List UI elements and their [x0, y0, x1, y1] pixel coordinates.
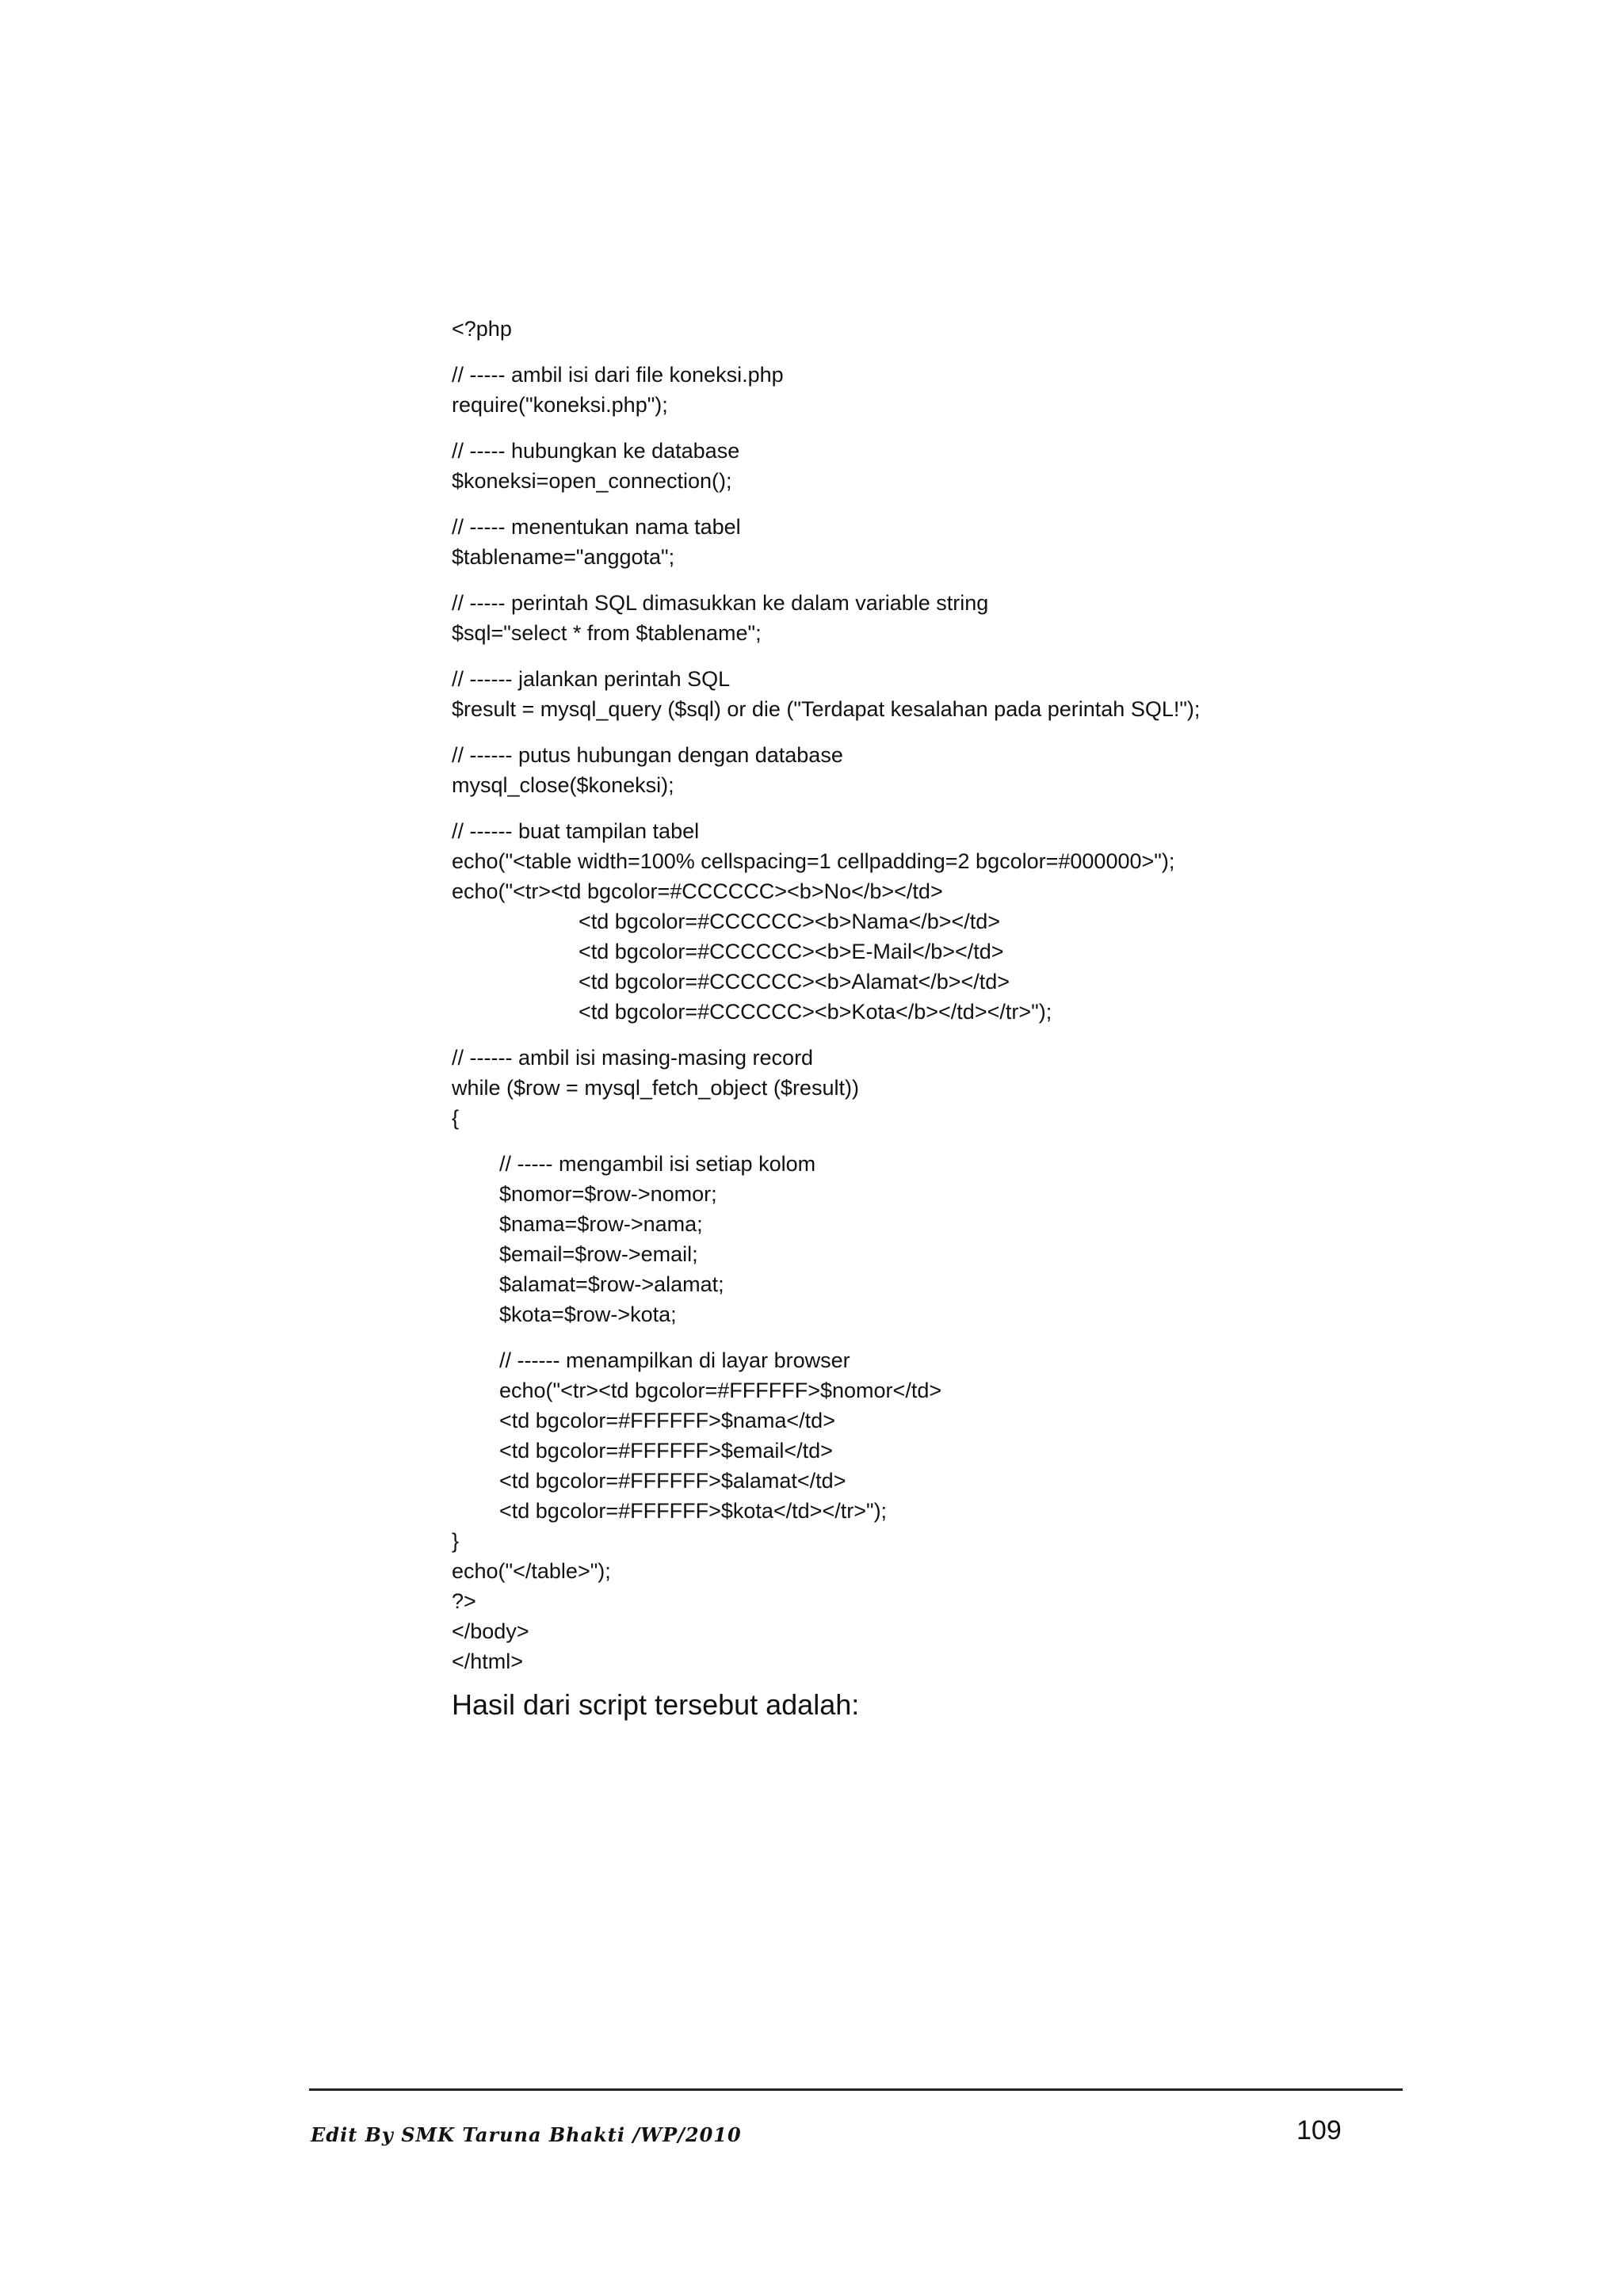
- code-group-query: [452, 664, 1561, 724]
- code-line: require("koneksi.php");: [452, 393, 668, 417]
- code-comment: // ----- perintah SQL dimasukkan ke dalam variable string: [452, 591, 989, 615]
- code-line: $sql="select * from $tablename";: [452, 621, 762, 645]
- code-line: </html>: [452, 1650, 524, 1673]
- code-line: $nomor=$row->nomor;: [499, 1182, 717, 1206]
- code-line: <td bgcolor=#FFFFFF>$email</td>: [499, 1439, 833, 1463]
- code-line: $alamat=$row->alamat;: [499, 1272, 724, 1296]
- code-comment: // ------ buat tampilan tabel: [452, 819, 700, 843]
- code-group-close: [452, 740, 1561, 800]
- code-line: <td bgcolor=#FFFFFF>$alamat</td>: [499, 1469, 846, 1493]
- code-line: $tablename="anggota";: [452, 545, 675, 569]
- code-line: <?php: [452, 317, 512, 341]
- code-comment: // ----- menentukan nama tabel: [452, 515, 741, 539]
- code-comment: // ------ menampilkan di layar browser: [499, 1348, 850, 1372]
- code-line: echo("<tr><td bgcolor=#CCCCCC><b>No</b></td>: [452, 879, 943, 903]
- code-line: echo("</table>");: [452, 1559, 611, 1583]
- code-group-open: [452, 314, 1561, 344]
- code-line: <td bgcolor=#FFFFFF>$kota</td></tr>");: [499, 1499, 888, 1523]
- code-line: while ($row = mysql_fetch_object ($result)): [452, 1076, 859, 1100]
- code-comment: // ------ putus hubungan dengan database: [452, 743, 843, 767]
- code-line: echo("<table width=100% cellspacing=1 cellpadding=2 bgcolor=#000000>");: [452, 849, 1175, 873]
- code-group-table-header: [452, 816, 1561, 1027]
- result-caption: Hasil dari script tersebut adalah:: [452, 1688, 860, 1721]
- code-comment: // ------ ambil isi masing-masing record: [452, 1046, 814, 1070]
- code-line: {: [452, 1106, 460, 1130]
- code-line: mysql_close($koneksi);: [452, 773, 674, 797]
- code-group-end: [452, 1526, 1561, 1676]
- code-line: echo("<tr><td bgcolor=#FFFFFF>$nomor</td>: [499, 1379, 942, 1402]
- code-line: </body>: [452, 1619, 529, 1643]
- footer-divider: [309, 2088, 1403, 2091]
- code-comment: // ------ jalankan perintah SQL: [452, 667, 731, 691]
- code-line: <td bgcolor=#CCCCCC><b>Kota</b></td></tr>");: [579, 1000, 1052, 1024]
- code-group-columns: [452, 1149, 1561, 1329]
- php-code-listing: [452, 314, 1561, 1676]
- code-line: $email=$row->email;: [499, 1242, 698, 1266]
- code-line: <td bgcolor=#CCCCCC><b>Nama</b></td>: [579, 910, 1001, 933]
- code-group-tablename: [452, 512, 1561, 572]
- code-group-require: [452, 360, 1561, 420]
- page-number: 109: [1296, 2115, 1342, 2145]
- code-group-while: [452, 1043, 1561, 1133]
- code-comment: // ----- hubungkan ke database: [452, 439, 740, 463]
- code-line: $result = mysql_query ($sql) or die ("Terdapat kesalahan pada perintah SQL!");: [452, 697, 1201, 721]
- code-comment: // ----- mengambil isi setiap kolom: [499, 1152, 816, 1176]
- code-line: <td bgcolor=#FFFFFF>$nama</td>: [499, 1409, 835, 1432]
- code-line: ?>: [452, 1589, 476, 1613]
- code-line: $nama=$row->nama;: [499, 1212, 703, 1236]
- code-line: $koneksi=open_connection();: [452, 469, 732, 493]
- footer-credit: Edit By SMK Taruna Bhakti /WP/2010: [311, 2123, 742, 2146]
- code-group-display: [452, 1345, 1561, 1526]
- code-line: <td bgcolor=#CCCCCC><b>E-Mail</b></td>: [579, 940, 1004, 963]
- code-group-connect: [452, 436, 1561, 496]
- code-line: $kota=$row->kota;: [499, 1302, 677, 1326]
- code-line: <td bgcolor=#CCCCCC><b>Alamat</b></td>: [579, 970, 1010, 994]
- code-line: }: [452, 1529, 460, 1553]
- code-group-sql: [452, 588, 1561, 648]
- code-comment: // ----- ambil isi dari file koneksi.php: [452, 363, 784, 387]
